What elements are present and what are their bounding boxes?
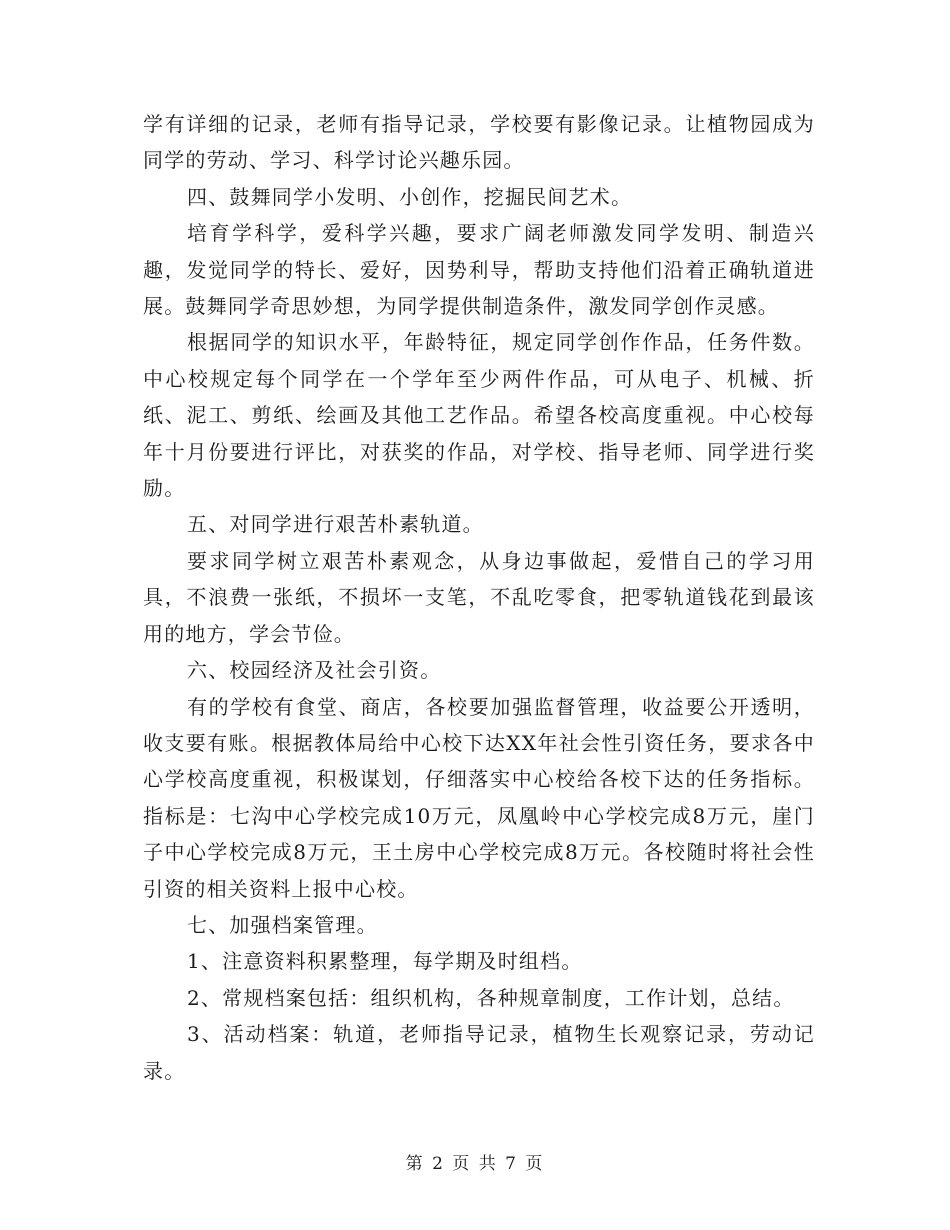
paragraph-3: 根据同学的知识水平，年龄特征，规定同学创作作品，任务件数。中心校规定每个同学在一个学年至少两件作品，可从电子、机械、折纸、泥工、剪纸、绘画及其他工艺作品。希望各校高度重视。中心校每年十月份要进行评比，对获奖的作品，对学校、指导老师、同学进行奖励。 [143, 330, 815, 501]
section-heading-4: 四、鼓舞同学小发明、小创作，挖掘民间艺术。 [187, 184, 633, 209]
paragraph-5: 有的学校有食堂、商店，各校要加强监督管理，收益要公开透明，收支要有账。根据教体局给中心校下达XX年社会性引资任务，要求各中心学校高度重视，积极谋划，仔细落实中心校给各校下达的任务指标。指标是：七沟中心学校完成10万元，凤凰岭中心学校完成8万元，崖门子中心学校完成8万元，王土房中心学校完成8万元。各校随时将社会性引资的相关资料上报中心校。 [143, 694, 815, 901]
section-heading-7: 七、加强档案管理。 [187, 912, 378, 937]
section-heading-6: 六、校园经济及社会引资。 [187, 658, 442, 683]
paragraph-4: 要求同学树立艰苦朴素观念，从身边事做起，爱惜自己的学习用具，不浪费一张纸，不损坏一支笔，不乱吃零食，把零轨道钱花到最该用的地方，学会节俭。 [143, 548, 815, 646]
list-item-3: 3、活动档案：轨道，老师指导记录，植物生长观察记录，劳动记录。 [143, 1022, 815, 1083]
paragraph-1: 学有详细的记录，老师有指导记录，学校要有影像记录。让植物园成为同学的劳动、学习、科学讨论兴趣乐园。 [143, 112, 815, 173]
list-item-2: 2、常规档案包括：组织机构，各种规章制度，工作计划，总结。 [187, 985, 795, 1010]
page-number-footer: 第 2 页 共 7 页 [405, 1154, 545, 1174]
list-item-1: 1、注意资料积累整理，每学期及时组档。 [187, 949, 583, 974]
document-body [143, 106, 815, 1089]
section-heading-5: 五、对同学进行艰苦朴素轨道。 [187, 512, 484, 537]
paragraph-2: 培育学科学，爱科学兴趣，要求广阔老师激发同学发明、制造兴趣，发觉同学的特长、爱好，因势利导，帮助支持他们沿着正确轨道进展。鼓舞同学奇思妙想，为同学提供制造条件，激发同学创作灵感。 [143, 221, 815, 319]
